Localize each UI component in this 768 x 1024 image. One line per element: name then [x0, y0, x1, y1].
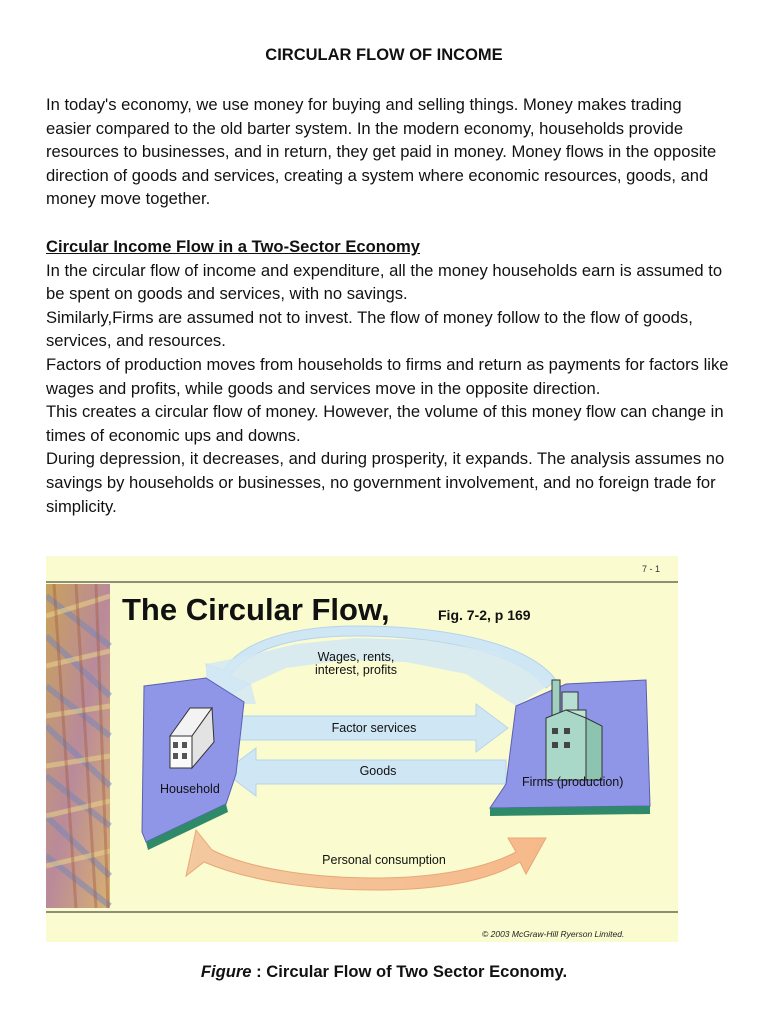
section-paragraph: Similarly,Firms are assumed not to invest. The flow of money follow to the flow of goods, services, and resources. [46, 307, 693, 351]
copyright: © 2003 McGraw-Hill Ryerson Limited. [482, 929, 625, 939]
wages-label: Wages, rents, [317, 650, 395, 664]
section-paragraph: In the circular flow of income and expenditure, all the money households earn is assumed to be spent on goods and services, with no savings. [46, 260, 723, 304]
decorative-stripe [46, 584, 110, 908]
section-paragraph: This creates a circular flow of money. However, the volume of this money flow can change in times of economic ups and downs. [46, 402, 724, 445]
intro-paragraph: In today's economy, we use money for buying and selling things. Money makes trading easier compared to the old barter system. In the modern economy, households provide resources to businesses, and in return, they get paid in money. Money flows in the opposite direction of goods and services, creating a system where economic resources, goods, and money move together. [46, 95, 717, 209]
household-label: Household [160, 782, 220, 796]
circular-flow-figure [46, 556, 678, 942]
firms-label: Firms (production) [522, 775, 624, 789]
figure-caption [0, 962, 768, 982]
two-sector-section [46, 235, 736, 518]
circular-flow-diagram [46, 556, 678, 942]
consumption-label: Personal consumption [322, 853, 446, 867]
caption-prefix: Figure [200, 962, 252, 981]
wages-label-line2: interest, profits [315, 663, 397, 677]
factor-services-label: Factor services [331, 721, 417, 735]
section-paragraph: During depression, it decreases, and during prosperity, it expands. The analysis assumes no savings by households or businesses, no government involvement, and no foreign trade for simplicity. [46, 449, 725, 516]
section-paragraph: Factors of production moves from households to firms and return as payments for factors like wages and profits, while goods and services move in the opposite direction. [46, 354, 729, 398]
slide-reference: Fig. 7-2, p 169 [438, 607, 531, 623]
slide-title: The Circular Flow, [122, 592, 390, 627]
section-heading: Circular Income Flow in a Two-Sector Economy [46, 237, 421, 256]
caption-text: : Circular Flow of Two Sector Economy. [251, 962, 568, 981]
document-title: CIRCULAR FLOW OF INCOME [265, 46, 503, 64]
slide-number: 7 - 1 [642, 564, 661, 574]
goods-label: Goods [359, 764, 397, 778]
